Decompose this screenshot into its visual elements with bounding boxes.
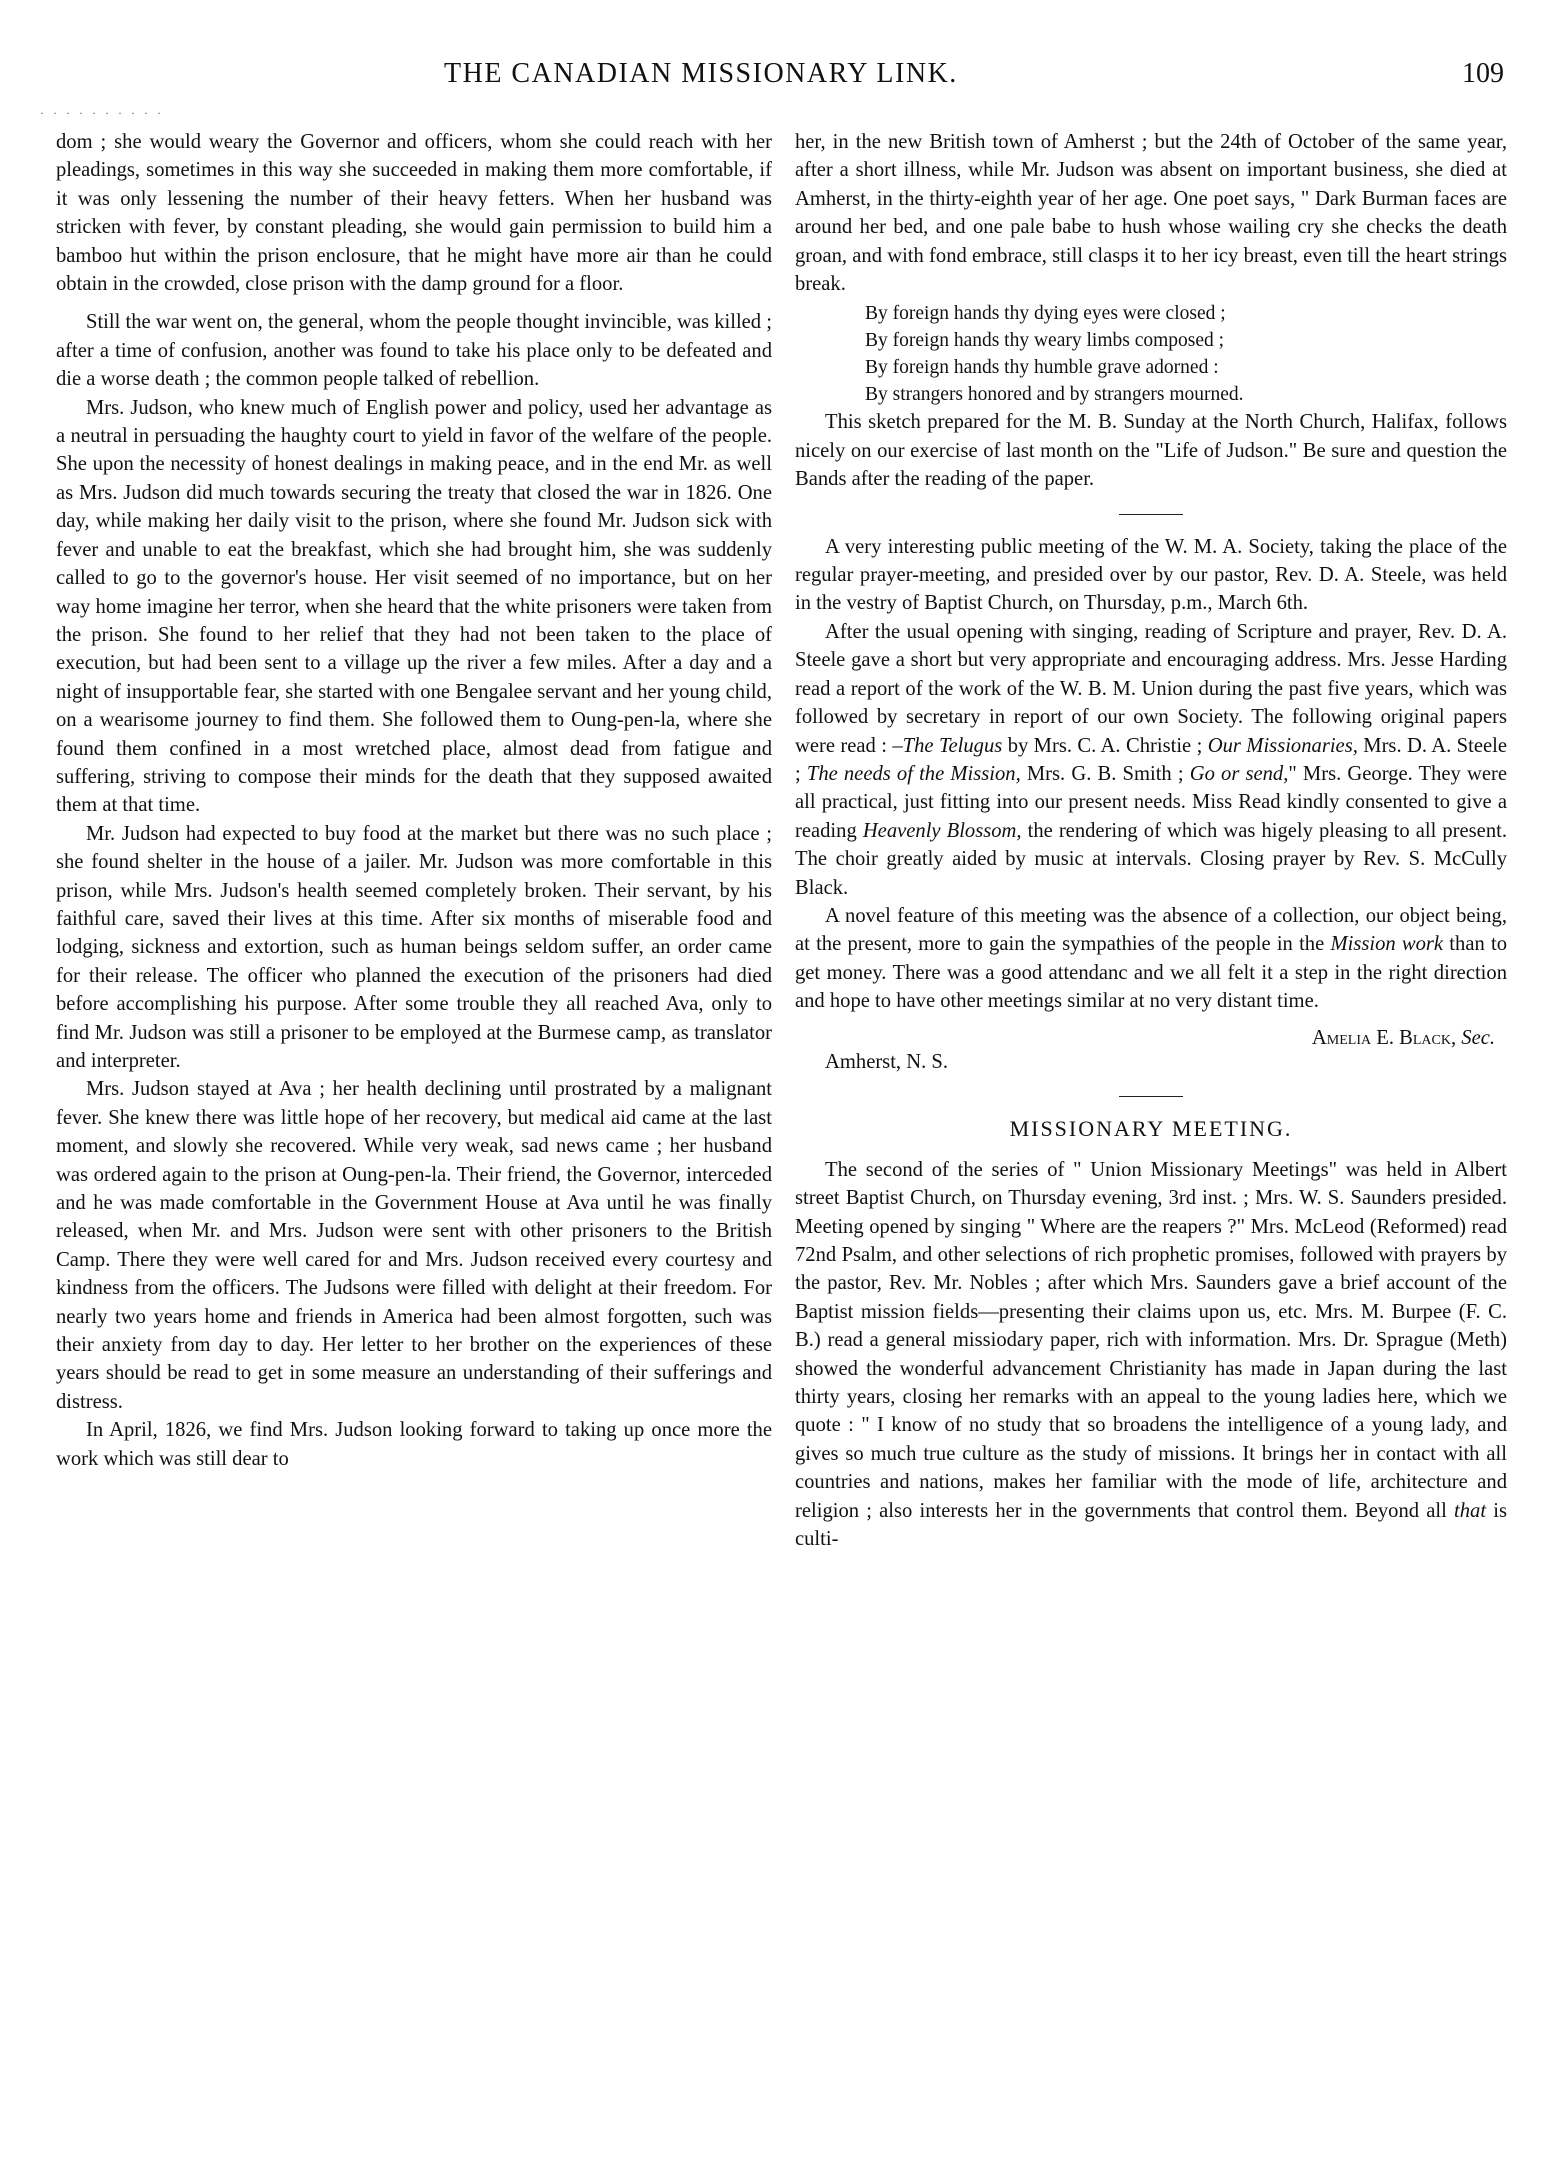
- text-run: Mrs. G. B. Smith ;: [1020, 762, 1190, 785]
- text-run: the rendering of which was higely pleasing to all present. The choir greatly aided by music at intervals. Closing prayer by Rev. S. McCully Black.: [795, 819, 1507, 899]
- section-divider: [1119, 514, 1183, 515]
- emphasis: that: [1454, 1499, 1487, 1522]
- paragraph: Mr. Judson had expected to buy food at the market but there was no such place ; she found shelter in the house of a jailer. Mr. Judson was more comfortable in this prison, while Mrs. Judson's health seemed completely broken. Their servant, by his faithful care, saved their lives at this time. After six months of miserable food and lodging, sickness and extortion, such as human beings seldom suffer, an order came for their release. The officer who planned the execution of the prisoners had died before accomplishing his purpose. After some trouble they all reached Ava, only to find Mr. Judson was still a prisoner to be employed at the Burmese camp, as translator and interpreter.: [56, 822, 772, 1072]
- paragraph: her, in the new British town of Amherst ; but the 24th of October of the same year, after a short illness, while Mr. Judson was absent on important business, she died at Amherst, in the thirty-eighth year of her age. One poet says, " Dark Burman faces are around her bed, and one pale babe to hush whose wailing cry she checks the death groan, and with fond embrace, still clasps it to her icy breast, even till the heart strings break.: [795, 131, 1507, 296]
- section-heading: MISSIONARY MEETING.: [1009, 1116, 1293, 1142]
- section-divider: [1119, 1096, 1183, 1097]
- text-run: than to get money. There was a good attendanc and we all felt it a step in the right direction and hope to have other meetings similar at no very distant time.: [795, 933, 1507, 1013]
- poem: [865, 300, 1507, 408]
- emphasis: Mission work: [1330, 933, 1444, 956]
- text-run: by Mrs. C. A. Christie ;: [1002, 734, 1208, 757]
- poem-line: By foreign hands thy humble grave adorned :: [865, 357, 1219, 379]
- paragraph: [795, 1156, 1507, 1554]
- page-header: [0, 58, 1554, 120]
- paper-title: Go or send,: [1189, 762, 1289, 785]
- poem-line: By foreign hands thy dying eyes were closed ;: [865, 303, 1226, 325]
- paragraph: Mrs. Judson stayed at Ava ; her health declining until prostrated by a malignant fever. She knew there was little hope of her recovery, but medical aid came at the last moment, and slowly she recovered. While very weak, sad news came ; her husband was ordered again to the prison at Oung-pen-la. Their friend, the Governor, interceded and he was made comfortable in the Government House at Ava until he was finally released, when Mr. and Mrs. Judson were sent with other prisoners to the British Camp. There they were well cared for and Mrs. Judson received every courtesy and kindness from the officers. The Judsons were filled with delight at their freedom. For nearly two years home and friends in America had been almost forgotten, such was their anxiety from day to day. Her letter to her brother on the experiences of these years should be read to get in some measure an understanding of their sufferings and distress.: [56, 1078, 772, 1413]
- page-number: 109: [1462, 58, 1504, 89]
- poem-line: By foreign hands thy weary limbs composed ;: [865, 330, 1225, 352]
- reading-title: Heavenly Blossom,: [862, 819, 1022, 842]
- text-run: Mrs. D. A. Steele ;: [795, 734, 1508, 785]
- right-column: [795, 128, 1507, 1553]
- text-run: " Mrs. George. They were all practical, just fitting into our present needs. Miss Read kindly consented to give a reading: [795, 762, 1507, 842]
- left-column: [56, 128, 772, 1473]
- text-run: A novel feature of this meeting was the absence of a collection, our object being, at the present, more to gain the sympathies of the people in the: [795, 904, 1507, 956]
- paragraph: Mrs. Judson, who knew much of English power and policy, used her advantage as a neutral in persuading the haughty court to yield in favor of the welfare of the people. She upon the necessity of honest dealings in making peace, and in the end Mr. as well as Mrs. Judson did much towards securing the treaty that closed the war in 1826. One day, while making her daily visit to the prison, where she found Mr. Judson sick with fever and unable to eat the breakfast, which she had brought him, she was suddenly called to go to the governor's house. Her visit seemed of no importance, but on her way home imagine her terror, when she heard that the white prisoners were taken from the prison. She found to her relief that they had not been taken to the place of execution, but had been sent to a village up the river a few miles. After a day and a night of insupportable fear, she started with one Bengalee servant and her young child, on a wearisome journey to find them. She followed them to Oung-pen-la, where she found them confined in a most wretched place, almost dead from fatigue and suffering, striving to compose their minds for the death that they supposed awaited them at that time.: [56, 396, 772, 817]
- paragraph: In April, 1826, we find Mrs. Judson looking forward to taking up once more the work which was still dear to: [56, 1419, 772, 1470]
- paper-title: The needs of the Mission,: [806, 762, 1021, 785]
- paper-title: Our Missionaries,: [1207, 734, 1358, 757]
- paper-title: The Telugus: [902, 734, 1003, 757]
- text-run: The second of the series of " Union Missionary Meetings" was held in Albert street Baptist Church, on Thursday evening, 3rd inst. ; Mrs. W. S. Saunders presided. Meeting opened by singing " Where are the reapers ?" Mrs. McLeod (Reformed) read 72nd Psalm, and other selections of rich prophetic promises, followed with prayers by the pastor, Rev. Mr. Nobles ; after which Mrs. Saunders gave a brief account of the Baptist mission fields—presenting their claims upon us, etc. Mrs. M. Burpee (F. C. B.) read a general missiodary paper, rich with information. Mrs. Dr. Sprague (Meth) showed the wonderful advancement Christianity has made in Japan during the last thirty years, closing her remarks with an appeal to the young ladies here, which we quote : " I know of no study that so broadens the intelligence of a young lady, and gives so much true culture as the study of missions. It brings her in contact with all countries and nations, makes her familiar with the mode of life, architecture and religion ; also interests her in the governments that control them. Beyond all: [795, 1158, 1507, 1522]
- place-line: Amherst, N. S.: [825, 1050, 948, 1073]
- text-run: After the usual opening with singing, reading of Scripture and prayer, Rev. D. A. Steele gave a short but very appropriate and encouraging address. Mrs. Jesse Harding read a report of the work of the W. B. M. Union during the past five years, which was followed by secretary in report of our own Society. The following original papers were read : –: [795, 620, 1507, 757]
- poem-line: By strangers honored and by strangers mourned.: [865, 384, 1244, 406]
- paragraph: [795, 902, 1507, 1016]
- running-title: THE CANADIAN MISSIONARY LINK.: [444, 58, 958, 89]
- text-run: is culti-: [795, 1499, 1507, 1551]
- signature-role: Sec.: [1461, 1026, 1495, 1049]
- paragraph: A very interesting public meeting of the W. M. A. Society, taking the place of the regular prayer-meeting, and presided over by our pastor, Rev. D. A. Steele, was held in the vestry of Baptist Church, on Thursday, p.m., March 6th.: [795, 535, 1507, 615]
- paragraph: [795, 618, 1507, 902]
- paragraph: This sketch prepared for the M. B. Sunday at the North Church, Halifax, follows nicely on our exercise of last month on the "Life of Judson." Be sure and question the Bands after the reading of the paper.: [795, 411, 1507, 491]
- paragraph: dom ; she would weary the Governor and officers, whom she could reach with her pleadings, sometimes in this way she succeeded in making them more comfortable, if it was only lessening the number of their heavy fetters. When her husband was stricken with fever, by constant pleading, she would gain permission to build him a bamboo hut within the prison enclosure, that he might have more air than he could obtain in the crowded, close prison with the damp ground for a floor.: [56, 131, 772, 296]
- signature-name: Amelia E. Black,: [1311, 1026, 1457, 1049]
- margin-dots: · · · · · · · · · ·: [40, 106, 164, 120]
- paragraph: Still the war went on, the general, whom the people thought invincible, was killed ; after a time of confusion, another was found to take his place only to be defeated and die a worse death ; the common people talked of rebellion.: [56, 311, 772, 391]
